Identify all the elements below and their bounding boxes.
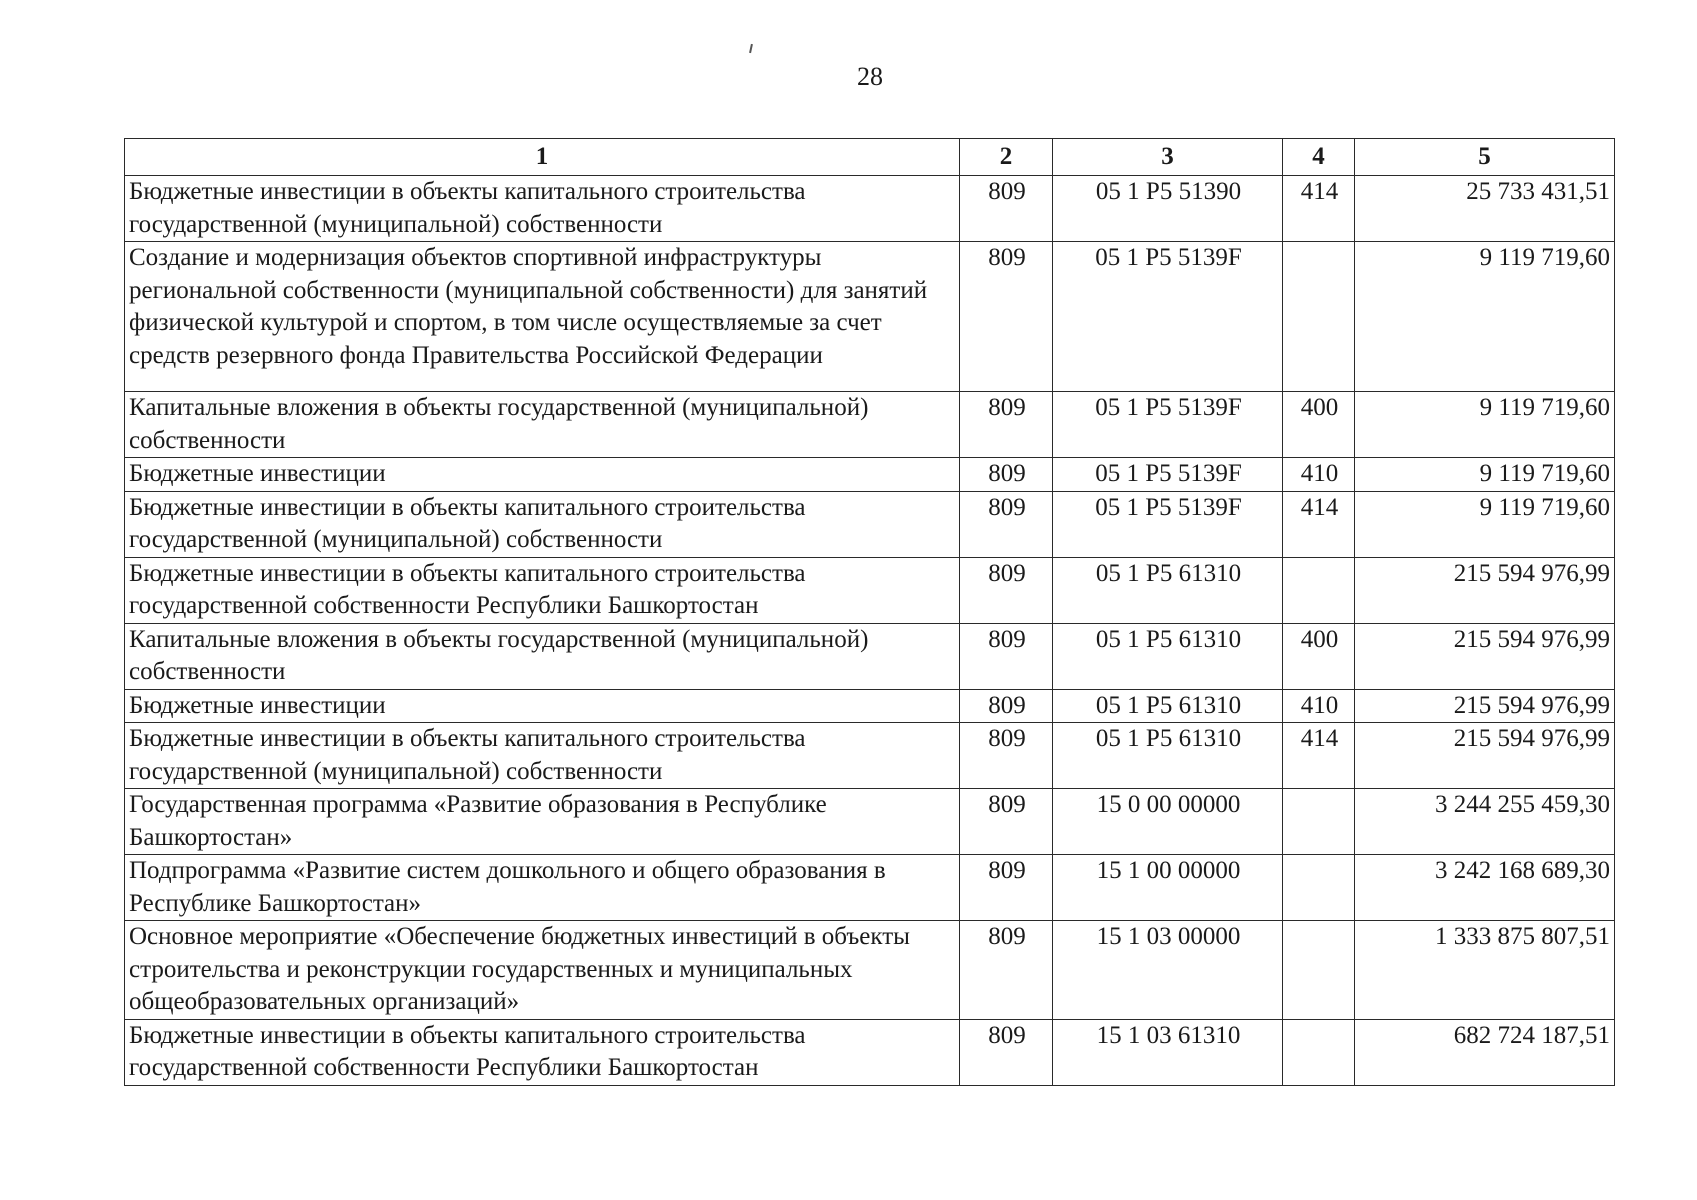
- row-type-cell: 414: [1283, 176, 1355, 242]
- row-target-cell: 05 1 P5 61310: [1053, 557, 1283, 623]
- row-ministry-cell: 809: [960, 623, 1053, 689]
- row-target-cell: 05 1 P5 51390: [1053, 176, 1283, 242]
- table-row: [125, 242, 1615, 392]
- row-type-cell: [1283, 921, 1355, 1020]
- row-target-cell: 05 1 P5 5139F: [1053, 392, 1283, 458]
- table-row: [125, 723, 1615, 789]
- header-col-5: 5: [1355, 139, 1615, 176]
- row-name-cell: Государственная программа «Развитие образования в Республике Башкортостан»: [125, 789, 960, 855]
- row-type-cell: 400: [1283, 392, 1355, 458]
- row-amount-cell: 9 119 719,60: [1355, 458, 1615, 492]
- row-target-cell: 15 1 00 00000: [1053, 855, 1283, 921]
- row-ministry-cell: 809: [960, 723, 1053, 789]
- row-type-cell: [1283, 855, 1355, 921]
- row-name-cell: Создание и модернизация объектов спортивной инфраструктуры региональной собственности (муниципальной собственности) для занятий физической культурой и спортом, в том числе осуществляемые за счет средств резервного фонда Правительства Российской Федерации: [125, 242, 960, 392]
- row-target-cell: 05 1 P5 5139F: [1053, 242, 1283, 392]
- row-amount-cell: 682 724 187,51: [1355, 1019, 1615, 1085]
- row-amount-cell: 1 333 875 807,51: [1355, 921, 1615, 1020]
- row-target-cell: 05 1 P5 61310: [1053, 623, 1283, 689]
- row-ministry-cell: 809: [960, 491, 1053, 557]
- row-target-cell: 05 1 P5 61310: [1053, 723, 1283, 789]
- table-header: [125, 139, 1615, 176]
- header-col-4: 4: [1283, 139, 1355, 176]
- row-type-cell: 414: [1283, 723, 1355, 789]
- scan-mark: [749, 44, 753, 53]
- row-name-cell: Бюджетные инвестиции в объекты капитального строительства государственной (муниципальной) собственности: [125, 723, 960, 789]
- table-row: [125, 1019, 1615, 1085]
- row-target-cell: 15 0 00 00000: [1053, 789, 1283, 855]
- row-target-cell: 05 1 P5 61310: [1053, 689, 1283, 723]
- table-row: [125, 921, 1615, 1020]
- row-name-cell: Подпрограмма «Развитие систем дошкольного и общего образования в Республике Башкортостан»: [125, 855, 960, 921]
- row-ministry-cell: 809: [960, 921, 1053, 1020]
- row-amount-cell: 215 594 976,99: [1355, 723, 1615, 789]
- row-type-cell: [1283, 557, 1355, 623]
- table-row: [125, 789, 1615, 855]
- row-type-cell: 410: [1283, 458, 1355, 492]
- table-row: [125, 491, 1615, 557]
- row-name-cell: Бюджетные инвестиции: [125, 689, 960, 723]
- row-target-cell: 05 1 P5 5139F: [1053, 491, 1283, 557]
- row-ministry-cell: 809: [960, 176, 1053, 242]
- row-type-cell: [1283, 1019, 1355, 1085]
- table-row: [125, 176, 1615, 242]
- row-name-cell: Бюджетные инвестиции в объекты капитального строительства государственной собственности Республики Башкортостан: [125, 1019, 960, 1085]
- header-col-1: 1: [125, 139, 960, 176]
- row-type-cell: 414: [1283, 491, 1355, 557]
- row-name-cell: Бюджетные инвестиции: [125, 458, 960, 492]
- header-row: [125, 139, 1615, 176]
- row-type-cell: [1283, 789, 1355, 855]
- table-row: [125, 392, 1615, 458]
- row-name-cell: Капитальные вложения в объекты государственной (муниципальной) собственности: [125, 623, 960, 689]
- page-number: 28: [857, 62, 883, 91]
- budget-table: [124, 138, 1615, 1086]
- table-body: [125, 176, 1615, 1086]
- row-ministry-cell: 809: [960, 689, 1053, 723]
- row-amount-cell: 25 733 431,51: [1355, 176, 1615, 242]
- table-row: [125, 855, 1615, 921]
- header-col-2: 2: [960, 139, 1053, 176]
- row-amount-cell: 9 119 719,60: [1355, 392, 1615, 458]
- row-name-cell: Бюджетные инвестиции в объекты капитального строительства государственной собственности Республики Башкортостан: [125, 557, 960, 623]
- table-row: [125, 557, 1615, 623]
- row-target-cell: 15 1 03 61310: [1053, 1019, 1283, 1085]
- row-ministry-cell: 809: [960, 789, 1053, 855]
- row-target-cell: 15 1 03 00000: [1053, 921, 1283, 1020]
- table-row: [125, 623, 1615, 689]
- row-ministry-cell: 809: [960, 392, 1053, 458]
- row-amount-cell: 215 594 976,99: [1355, 623, 1615, 689]
- row-type-cell: [1283, 242, 1355, 392]
- row-ministry-cell: 809: [960, 1019, 1053, 1085]
- row-ministry-cell: 809: [960, 855, 1053, 921]
- row-amount-cell: 215 594 976,99: [1355, 557, 1615, 623]
- row-ministry-cell: 809: [960, 557, 1053, 623]
- row-type-cell: 400: [1283, 623, 1355, 689]
- row-name-cell: Бюджетные инвестиции в объекты капитального строительства государственной (муниципальной) собственности: [125, 491, 960, 557]
- row-amount-cell: 9 119 719,60: [1355, 491, 1615, 557]
- row-amount-cell: 3 242 168 689,30: [1355, 855, 1615, 921]
- row-name-cell: Бюджетные инвестиции в объекты капитального строительства государственной (муниципальной) собственности: [125, 176, 960, 242]
- row-ministry-cell: 809: [960, 242, 1053, 392]
- table-row: [125, 689, 1615, 723]
- row-amount-cell: 9 119 719,60: [1355, 242, 1615, 392]
- row-name-cell: Капитальные вложения в объекты государственной (муниципальной) собственности: [125, 392, 960, 458]
- row-target-cell: 05 1 P5 5139F: [1053, 458, 1283, 492]
- row-amount-cell: 215 594 976,99: [1355, 689, 1615, 723]
- header-col-3: 3: [1053, 139, 1283, 176]
- table-row: [125, 458, 1615, 492]
- row-name-cell: Основное мероприятие «Обеспечение бюджетных инвестиций в объекты строительства и реконструкции государственных и муниципальных общеобразовательных организаций»: [125, 921, 960, 1020]
- row-type-cell: 410: [1283, 689, 1355, 723]
- row-ministry-cell: 809: [960, 458, 1053, 492]
- row-amount-cell: 3 244 255 459,30: [1355, 789, 1615, 855]
